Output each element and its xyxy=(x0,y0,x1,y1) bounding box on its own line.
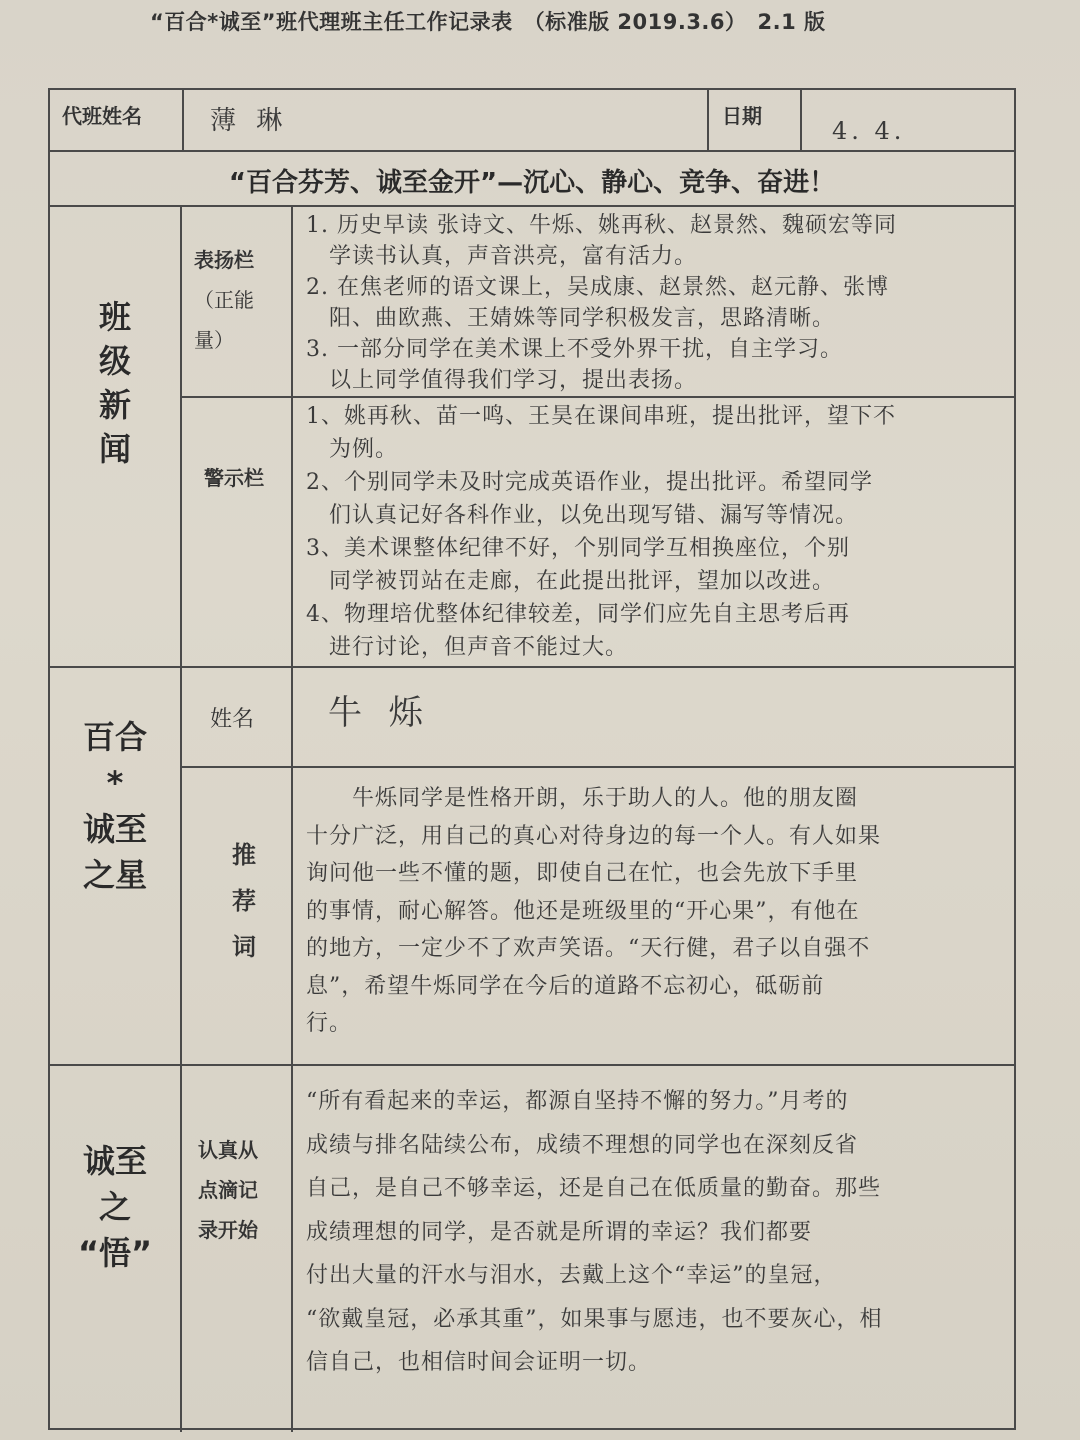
praise-label-line: 表扬栏 xyxy=(194,248,254,272)
warning-line: 们认真记好各科作业，以免出现写错、漏写等情况。 xyxy=(306,503,859,528)
class-motto: “百合芬芳、诚至金开”—沉心、静心、竞争、奋进！ xyxy=(228,168,836,198)
insight-line: “所有看起来的幸运，都源自坚持不懈的努力。”月考的 xyxy=(306,1089,849,1114)
date-label: 日期 xyxy=(722,104,762,128)
recommend-char: 荐 xyxy=(232,887,256,915)
insight-sub-line: 认真从 xyxy=(198,1138,258,1162)
recommend-line: 牛烁同学是性格开朗，乐于助人的人。他的朋友圈 xyxy=(306,786,859,811)
section-char: 诚至 xyxy=(82,1142,147,1180)
praise-label-line: 量） xyxy=(194,328,234,352)
warning-label: 警示栏 xyxy=(204,466,264,490)
divider xyxy=(182,766,1014,768)
divider xyxy=(50,150,1014,152)
insight-sub-label xyxy=(198,1130,290,1260)
divider xyxy=(50,205,1014,207)
recommend-line: 十分广泛，用自己的真心对待身边的每一个人。有人如果 xyxy=(306,823,882,849)
divider xyxy=(291,207,293,1432)
section-char: 新 xyxy=(98,386,131,424)
section-char: 之 xyxy=(98,1188,131,1226)
section-char: * xyxy=(106,764,124,802)
class-news-label xyxy=(50,295,180,495)
recommend-line: 行。 xyxy=(306,1011,353,1036)
warning-line: 进行讨论，但声音不能过大。 xyxy=(306,635,629,660)
insight-line: 成绩理想的同学，是否就是所谓的幸运？我们都要 xyxy=(306,1219,813,1245)
insight-line: 自己，是自己不够幸运，还是自己在低质量的勤奋。那些 xyxy=(306,1176,882,1201)
insight-line: 信自己，也相信时间会证明一切。 xyxy=(306,1350,652,1375)
star-name-label: 姓名 xyxy=(210,707,255,732)
recommend-line: 询问他一些不懂的题，即使自己在忙，也会先放下手里 xyxy=(306,861,859,886)
warning-line: 为例。 xyxy=(306,437,399,462)
insight-section-label xyxy=(50,1138,180,1288)
warning-text xyxy=(306,400,1006,666)
divider xyxy=(50,1064,1014,1066)
divider xyxy=(50,666,1014,668)
date-value: 4. 4. xyxy=(832,117,906,145)
divider xyxy=(707,90,709,150)
recommend-text xyxy=(306,780,1006,1060)
insight-sub-line: 录开始 xyxy=(198,1218,258,1242)
praise-line: 阳、曲欧燕、王婧姝等同学积极发言，思路清晰。 xyxy=(306,306,836,331)
insight-line: “欲戴皇冠，必承其重”，如果事与愿违，也不要灰心，相 xyxy=(306,1306,883,1332)
praise-line: 3. 一部分同学在美术课上不受外界干扰，自主学习。 xyxy=(306,337,843,362)
praise-text xyxy=(306,210,1006,396)
warning-line: 1、姚再秋、苗一鸣、王昊在课间串班，提出批评，望下不 xyxy=(306,404,896,429)
recommend-label xyxy=(232,832,282,972)
warning-line: 3、美术课整体纪律不好，个别同学互相换座位，个别 xyxy=(306,536,850,561)
divider xyxy=(180,207,182,1432)
warning-line: 2、个别同学未及时完成英语作业，提出批评。希望同学 xyxy=(306,470,873,495)
insight-line: 付出大量的汗水与泪水，去戴上这个“幸运”的皇冠， xyxy=(306,1263,837,1288)
insight-line: 成绩与排名陆续公布，成绩不理想的同学也在深刻反省 xyxy=(306,1132,859,1158)
insight-text xyxy=(306,1080,1006,1410)
section-char: 之星 xyxy=(82,856,147,894)
praise-line: 2. 在焦老师的语文课上，吴成康、赵景然、赵元静、张博 xyxy=(306,275,889,300)
name-value: 薄 琳 xyxy=(210,106,289,136)
name-label: 代班姓名 xyxy=(62,104,142,128)
section-char: 闻 xyxy=(98,430,131,468)
praise-line: 以上同学值得我们学习，提出表扬。 xyxy=(306,368,698,393)
recommend-char: 推 xyxy=(232,841,256,869)
document-title: “百合*诚至”班代理班主任工作记录表 （标准版 2019.3.6） 2.1 版 xyxy=(150,10,826,34)
section-char: 班 xyxy=(98,298,131,336)
praise-label xyxy=(194,240,284,360)
divider xyxy=(800,90,802,150)
warning-line: 同学被罚站在走廊，在此提出批评，望加以改进。 xyxy=(306,569,836,594)
star-name-value: 牛 烁 xyxy=(328,693,431,733)
praise-line: 1. 历史早读 张诗文、牛烁、姚再秋、赵景然、魏硕宏等同 xyxy=(306,213,897,238)
recommend-line: 息”，希望牛烁同学在今后的道路不忘初心，砥砺前 xyxy=(306,973,825,999)
section-char: 百合 xyxy=(82,718,147,756)
recommend-line: 的事情，耐心解答。他还是班级里的“开心果”，有他在 xyxy=(306,898,860,924)
praise-label-line: （正能 xyxy=(194,288,254,312)
divider xyxy=(182,90,184,150)
recommend-line: 的地方，一定少不了欢声笑语。“天行健，君子以自强不 xyxy=(306,936,871,961)
section-char: “悟” xyxy=(77,1234,153,1272)
section-char: 级 xyxy=(98,342,131,380)
recommend-char: 词 xyxy=(232,933,256,961)
warning-line: 4、物理培优整体纪律较差，同学们应先自主思考后再 xyxy=(306,602,850,627)
divider xyxy=(182,396,1014,398)
record-table xyxy=(48,88,1016,1430)
star-section-label xyxy=(50,714,180,904)
insight-sub-line: 点滴记 xyxy=(198,1178,258,1202)
section-char: 诚至 xyxy=(82,810,147,848)
praise-line: 学读书认真，声音洪亮，富有活力。 xyxy=(306,244,698,269)
